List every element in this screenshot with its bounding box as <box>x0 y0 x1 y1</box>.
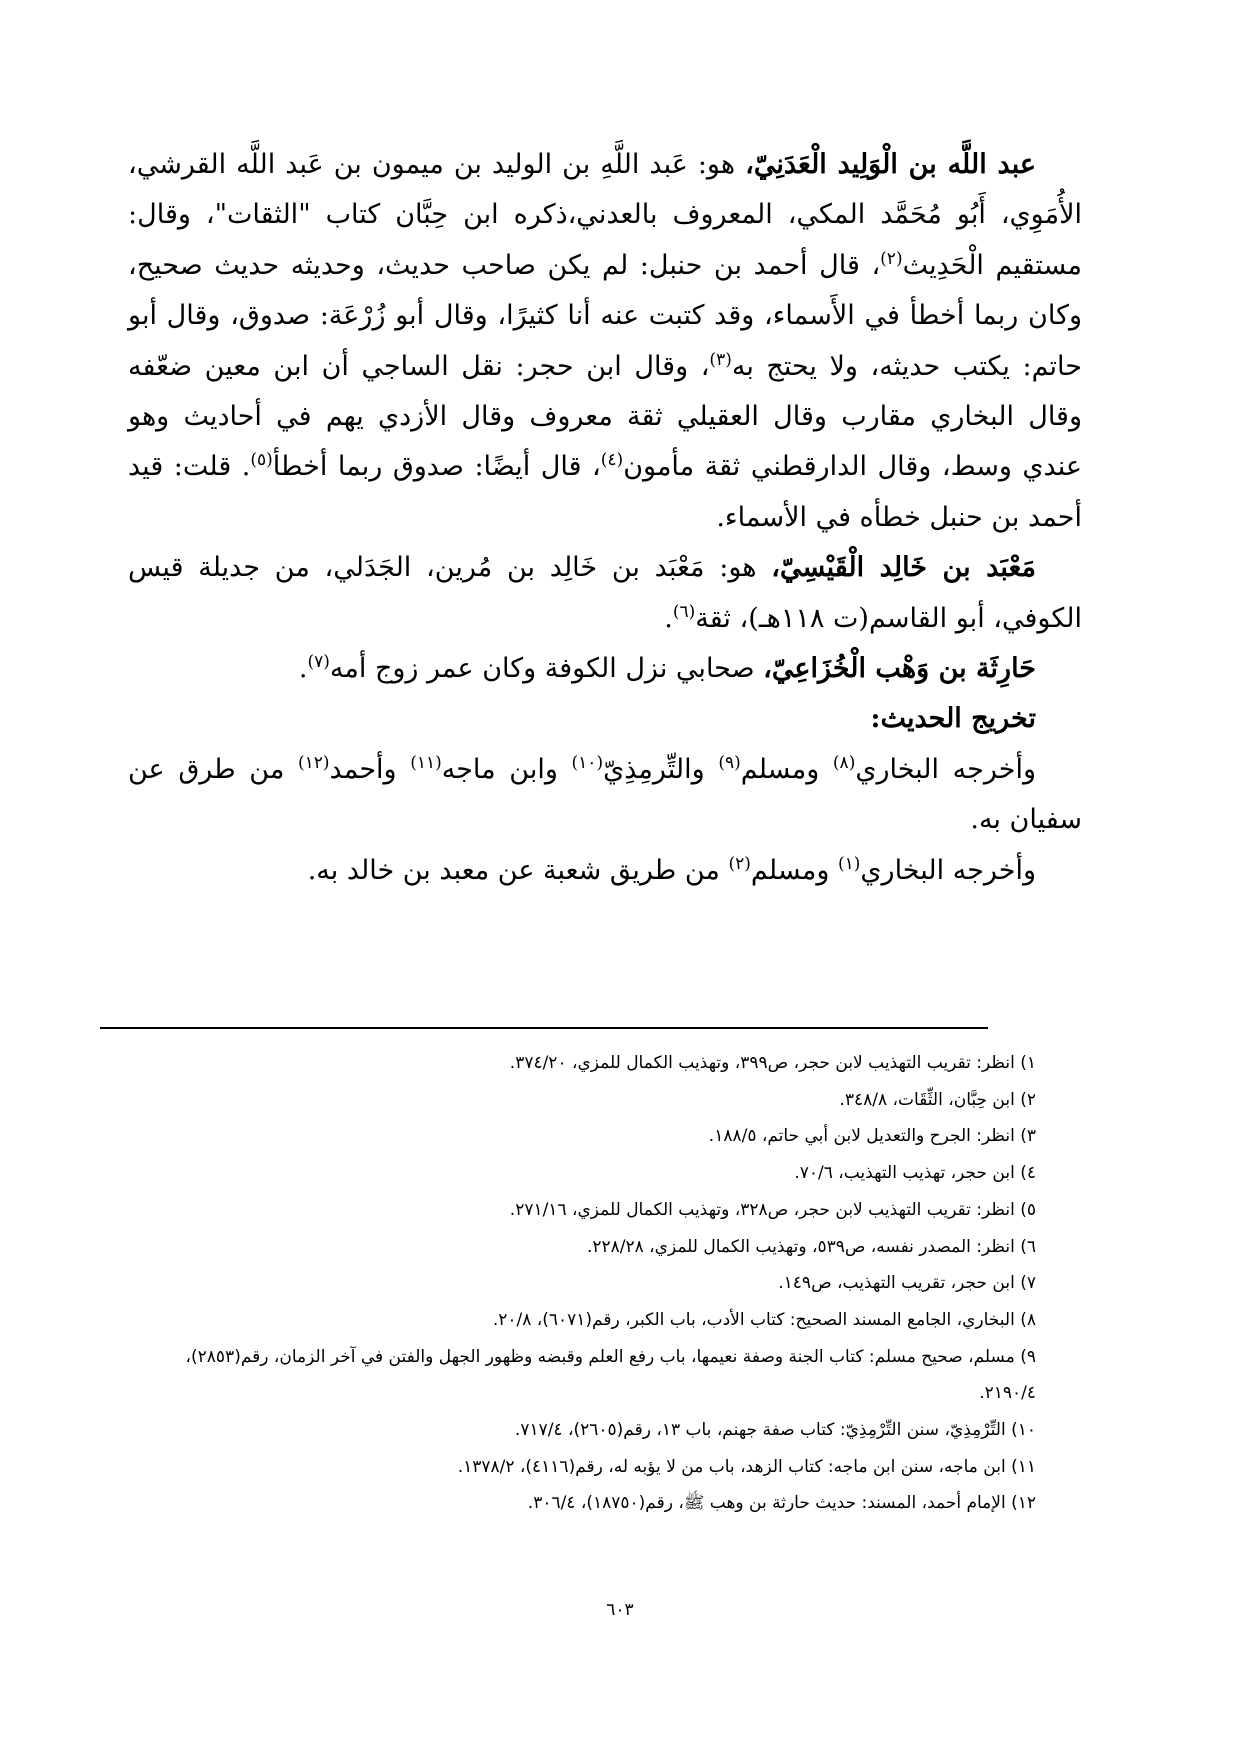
footnote-ref[interactable]: (٢) <box>728 853 751 874</box>
footnote-12: ١٢) الإمام أحمد، المسند: حديث حارثة بن وهب ﷺ، رقم(١٨٧٥٠)، ٣٠٦/٤. <box>527 1493 1036 1514</box>
section-heading: تخريج الحديث: <box>870 703 1036 735</box>
main-text <box>128 140 1082 896</box>
footnote-11: ١١) ابن ماجه، سنن ابن ماجه: كتاب الزهد، باب من لا يؤبه له، رقم(٤١١٦)، ١٣٧٨/٢. <box>457 1456 1036 1477</box>
footnote-ref[interactable]: (١٠) <box>571 752 604 773</box>
footnotes-list <box>128 1045 1082 1522</box>
narrator-name: عبد اللَّه بن الْوَلِيد الْعَدَنِيّ، <box>745 149 1036 180</box>
footnote-5: ٥) انظر: تقريب التهذيب لابن حجر، ص٣٢٨، وتهذيب الكمال للمزي، ٢٧١/١٦. <box>509 1199 1036 1220</box>
paragraph-mabad-ibn-khalid: مَعْبَد بن خَالِد الْقَيْسِيّ، هو: مَعْبَد بن خَالِد بن مُرين، الجَدَلي، من جديلة قيس الكوفي، أبو القاسم(ت ١١٨هـ)، ثقة$^{(٦)}$. <box>128 552 1082 634</box>
footnote-ref[interactable]: (١١) <box>410 752 442 773</box>
footnote-10: ١٠) التِّرْمِذِيّ، سنن التِّرْمِذِيّ: كتاب صفة جهنم، باب ١٣، رقم(٢٦٠٥)، ٧١٧/٤. <box>514 1420 1036 1441</box>
footnote-8: ٨) البخاري، الجامع المسند الصحيح: كتاب الأدب، باب الكبر، رقم(٦٠٧١)، ٢٠/٨. <box>492 1309 1036 1330</box>
narrator-name: حَارِثَة بن وَهْب الْخُزَاعِيّ، <box>763 653 1036 685</box>
footnote-3: ٣) انظر: الجرح والتعديل لابن أبي حاتم، ١٨٨/٥. <box>708 1126 1036 1147</box>
footnote-ref[interactable]: (٥) <box>250 450 273 471</box>
paragraph-haritha-ibn-wahb: حَارِثَة بن وَهْب الْخُزَاعِيّ، صحابي نزل الكوفة وكان عمر زوج أمه$^{(٧)}$. <box>298 652 1036 685</box>
footnote-ref[interactable]: (٨) <box>832 752 856 773</box>
footnote-1: ١) انظر: تقريب التهذيب لابن حجر، ص٣٩٩، وتهذيب الكمال للمزي، ٣٧٤/٢٠. <box>509 1053 1036 1073</box>
footnote-separator <box>100 1027 988 1029</box>
footnote-ref[interactable]: (٢) <box>880 248 903 269</box>
footnote-ref[interactable]: (٧) <box>307 652 330 673</box>
footnote-9: ٩) مسلم، صحيح مسلم: كتاب الجنة وصفة نعيمها، باب رفع العلم وقبضه وظهور الجهل والفتن في آخر الزمان، رقم(٢٨٥٣)، ٢١٩٠/٤. <box>185 1346 1036 1404</box>
footnote-ref[interactable]: (٤) <box>600 450 624 471</box>
footnote-ref[interactable]: (٦) <box>672 601 696 622</box>
page-number: ٦٠٣ <box>606 1600 634 1620</box>
footnote-ref[interactable]: (٣) <box>709 349 732 370</box>
narrator-name: مَعْبَد بن خَالِد الْقَيْسِيّ، <box>771 552 1037 584</box>
footnote-6: ٦) انظر: المصدر نفسه، ص٥٣٩، وتهذيب الكمال للمزي، ٢٢٨/٢٨. <box>586 1236 1036 1257</box>
footnote-4: ٤) ابن حجر، تهذيب التهذيب، ٧٠/٦. <box>794 1163 1036 1184</box>
footnote-ref[interactable]: (٩) <box>718 752 741 773</box>
footnote-2: ٢) ابن حِبَّان، الثِّقَات، ٣٤٨/٨. <box>839 1089 1036 1110</box>
footnote-7: ٧) ابن حجر، تقريب التهذيب، ص١٤٩. <box>778 1273 1036 1294</box>
paragraph-takhrij-2: وأخرجه البخاري$^{(١)}$ ومسلم$^{(٢)}$ من طريق شعبة عن معبد بن خالد به. <box>307 853 1036 886</box>
paragraph-abdullah-ibn-walid: عبد اللَّه بن الْوَلِيد الْعَدَنِيّ، هو: عَبد اللَّهِ بن الوليد بن ميمون بن عَبد اللَّه القرشي، الأُمَوِي، أَبُو مُحَمَّد المكي، المعروف بالعدني،ذكره ابن حِبَّان كتاب "الثقات"، وقال: مستقيم الْحَدِيث$^{(٢)}$، قال أحمد بن حنبل: لم يكن صاحب حديث، وحديثه حديث صحيح، وكان ربما أخطأ في الأَسماء، وقد كتبت عنه أنا كثيرًا، وقال أبو زُرْعَة: صدوق، وقال أبو حاتم: يكتب حديثه، ولا يحتج به$^{(٣)}$، وقال ابن حجر: نقل الساجي أن ابن معين ضعّفه وقال البخاري مقارب وقال العقيلي ثقة معروف وقال الأزدي يهم في أحاديث وهو عندي وسط، وقال الدارقطني ثقة مأمون$^{(٤)}$، قال أيضًا: صدوق ربما أخطأ$^{(٥)}$. قلت: قيد أحمد بن حنبل خطأه في الأسماء. <box>128 149 1082 533</box>
paragraph-takhrij-1: وأخرجه البخاري$^{(٨)}$ ومسلم$^{(٩)}$ والتِّرمِذِيّ$^{(١٠)}$ وابن ماجه$^{(١١)}$ وأحمد$^{(١٢)}$ من طرق عن سفيان به. <box>128 752 1082 836</box>
footnote-ref[interactable]: (١٢) <box>297 752 330 773</box>
footnote-ref[interactable]: (١) <box>837 853 861 874</box>
